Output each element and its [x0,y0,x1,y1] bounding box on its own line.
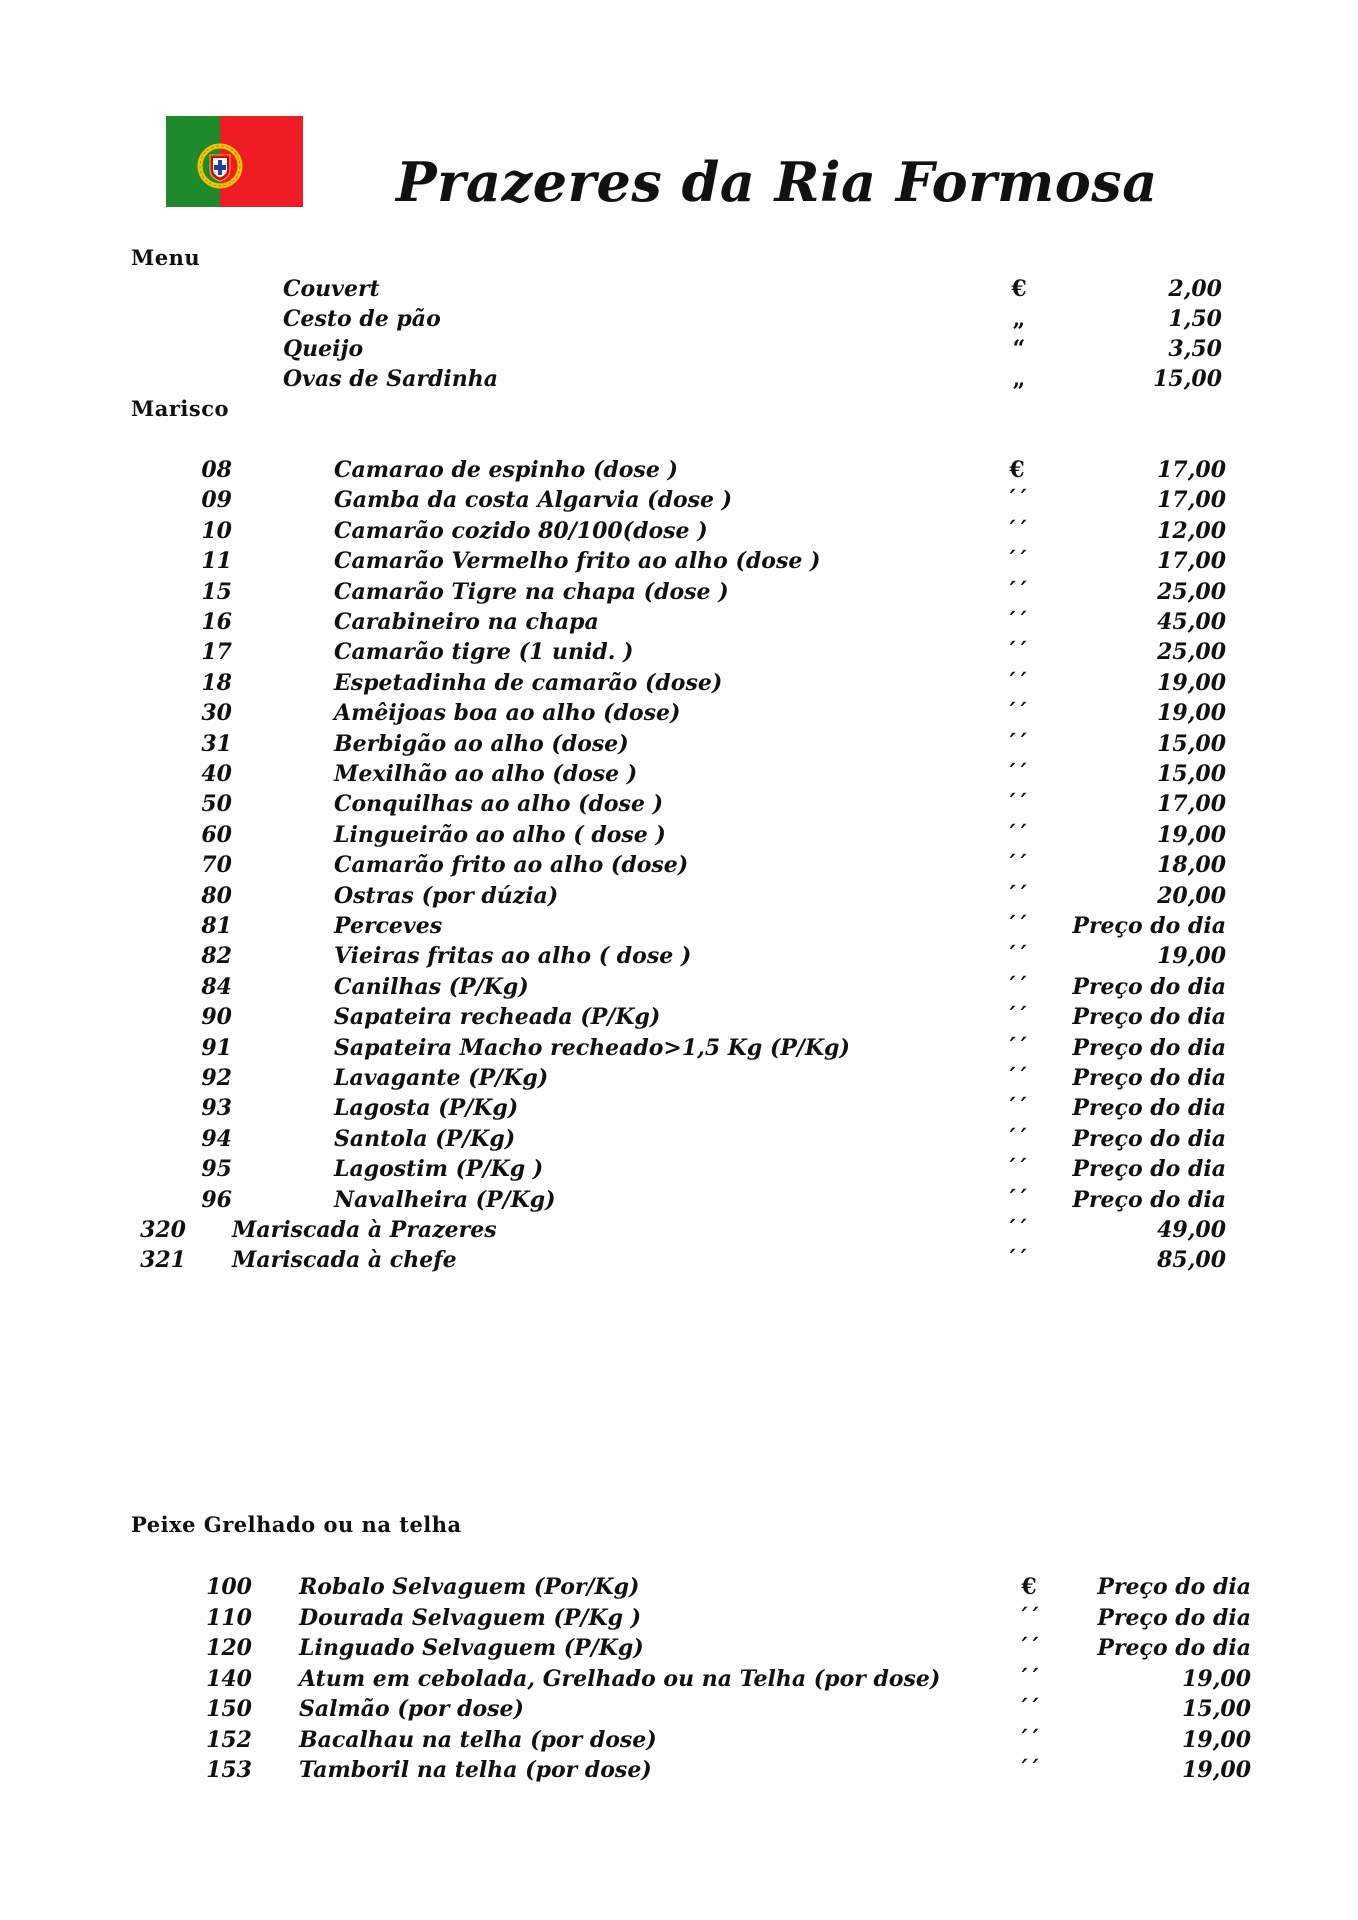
currency-mark: ´´ [1006,548,1028,575]
item-price: 12,00 [1157,517,1226,544]
item-price: Preço do dia [1072,973,1226,1000]
currency-mark: ´´ [1006,882,1028,909]
item-price: 19,00 [1157,821,1226,848]
peixe-item [0,1605,1358,1635]
item-code: 10 [201,517,232,544]
item-name: Camarão Vermelho frito ao alho (dose ) [334,548,821,575]
item-price: Preço do dia [1072,1156,1226,1183]
peixe-item [0,1635,1358,1665]
currency-mark: ´´ [1018,1726,1040,1753]
currency-mark: “ [1012,336,1026,362]
item-price: 45,00 [1157,609,1226,635]
item-name: Camarao de espinho (dose ) [334,457,678,483]
section-heading-marisco: Marisco [131,396,230,421]
marisco-item [0,1035,1358,1065]
marisco-item [0,700,1358,730]
item-code: 81 [201,913,232,939]
item-price: Preço do dia [1072,1186,1226,1213]
item-price: 19,00 [1157,943,1226,970]
item-name: Cesto de pão [283,306,441,332]
item-price: Preço do dia [1072,1004,1226,1031]
peixe-item [0,1727,1358,1757]
item-price: Preço do dia [1072,1095,1226,1122]
currency-mark: ´´ [1006,913,1028,939]
item-name: Canilhas (P/Kg) [334,973,529,1000]
item-name: Sapateira Macho recheado>1,5 Kg (P/Kg) [334,1034,850,1061]
portugal-flag-image [166,116,303,207]
menu-item [0,366,1358,396]
item-code: 30 [201,700,232,727]
page-title: Prazeres da Ria Formosa [396,150,1158,214]
currency-mark: ´´ [1006,1247,1028,1274]
marisco-item [0,639,1358,669]
item-code: 11 [201,548,232,575]
item-price: 17,00 [1157,791,1226,818]
item-code: 120 [206,1635,252,1661]
item-code: 152 [206,1726,252,1753]
item-code: 31 [201,730,232,757]
currency-mark: ´´ [1006,1125,1028,1152]
item-name: Lagostim (P/Kg ) [334,1156,544,1183]
item-name: Lagosta (P/Kg) [334,1095,519,1122]
item-price: Preço do dia [1097,1574,1251,1600]
item-price: Preço do dia [1097,1635,1251,1661]
item-name: Camarão frito ao alho (dose) [334,852,689,879]
marisco-item [0,1004,1358,1034]
peixe-item [0,1696,1358,1726]
menu-item [0,306,1358,336]
item-name: Ovas de Sardinha [283,366,499,392]
currency-mark: ´´ [1006,1156,1028,1183]
item-price: Preço do dia [1072,913,1226,939]
currency-mark: „ [1012,366,1026,392]
peixe-item [0,1574,1358,1604]
item-name: Lingueirão ao alho ( dose ) [334,821,666,848]
item-code: 80 [201,882,232,909]
marisco-item [0,579,1358,609]
item-name: Navalheira (P/Kg) [334,1186,556,1213]
item-price: 17,00 [1157,487,1226,514]
item-name: Couvert [283,276,380,302]
item-price: 17,00 [1157,457,1226,483]
currency-mark: ´´ [1006,1065,1028,1091]
item-code: 60 [201,821,232,848]
marisco-item [0,883,1358,913]
currency-mark: ´´ [1006,609,1028,635]
item-name: Conquilhas ao alho (dose ) [334,791,664,818]
currency-mark: ´´ [1006,1186,1028,1213]
marisco-item [0,913,1358,943]
marisco-item [0,548,1358,578]
item-code: 321 [140,1247,186,1274]
item-name: Lavagante (P/Kg) [334,1065,549,1091]
item-price: 18,00 [1157,852,1226,879]
currency-mark: ´´ [1006,517,1028,544]
item-name: Mexilhão ao alho (dose ) [334,761,638,787]
item-code: 140 [206,1665,252,1692]
item-code: 92 [201,1065,232,1091]
item-price: 19,00 [1157,700,1226,727]
marisco-item [0,609,1358,639]
item-price: 1,50 [1168,306,1222,332]
item-code: 70 [201,852,232,879]
currency-mark: € [1021,1574,1037,1600]
item-name: Camarão tigre (1 unid. ) [334,639,634,666]
currency-mark: ´´ [1018,1635,1040,1661]
marisco-item [0,1095,1358,1125]
item-price: 25,00 [1157,639,1226,666]
item-price: 15,00 [1153,366,1222,392]
section-heading-peixe: Peixe Grelhado ou na telha [131,1512,462,1537]
item-code: 90 [201,1004,232,1031]
item-name: Robalo Selvaguem (Por/Kg) [299,1574,640,1600]
currency-mark: ´´ [1006,973,1028,1000]
menu-item [0,336,1358,366]
item-code: 320 [140,1217,186,1243]
currency-mark: ´´ [1006,669,1028,696]
item-name: Ostras (por dúzia) [334,882,559,909]
item-code: 08 [201,457,232,483]
currency-mark: ´´ [1006,821,1028,848]
item-name: Camarão cozido 80/100(dose ) [334,517,708,544]
item-name: Camarão Tigre na chapa (dose ) [334,578,729,605]
marisco-item [0,731,1358,761]
currency-mark: ´´ [1018,1665,1040,1692]
item-code: 100 [206,1574,252,1600]
item-code: 09 [201,487,232,514]
section-heading-menu: Menu [131,245,201,270]
item-name: Gamba da costa Algarvia (dose ) [334,487,733,514]
item-price: 15,00 [1182,1696,1251,1722]
item-price: 25,00 [1157,578,1226,605]
item-code: 110 [206,1604,252,1631]
currency-mark: ´´ [1006,852,1028,879]
currency-mark: € [1009,457,1025,483]
item-price: 3,50 [1168,336,1222,362]
currency-mark: € [1011,276,1027,302]
item-name: Dourada Selvaguem (P/Kg ) [299,1604,642,1631]
currency-mark: ´´ [1006,1034,1028,1061]
item-code: 40 [201,761,232,787]
coat-of-arms-icon [196,142,244,190]
currency-mark: ´´ [1006,730,1028,757]
marisco-item [0,761,1358,791]
item-name: Mariscada à chefe [232,1247,457,1274]
item-code: 82 [201,943,232,970]
peixe-item [0,1757,1358,1787]
item-code: 50 [201,791,232,818]
item-price: 85,00 [1157,1247,1226,1274]
item-price: Preço do dia [1097,1604,1251,1631]
currency-mark: ´´ [1006,578,1028,605]
marisco-item [0,670,1358,700]
item-price: 17,00 [1157,548,1226,575]
item-name: Tamboril na telha (por dose) [299,1757,652,1783]
currency-mark: ´´ [1018,1696,1040,1722]
item-price: 49,00 [1157,1217,1226,1243]
item-code: 91 [201,1034,232,1061]
item-code: 94 [201,1125,232,1152]
item-price: 15,00 [1157,730,1226,757]
item-name: Linguado Selvaguem (P/Kg) [299,1635,644,1661]
item-code: 153 [206,1757,252,1783]
item-price: 19,00 [1182,1757,1251,1783]
item-name: Berbigão ao alho (dose) [334,730,629,757]
currency-mark: ´´ [1006,761,1028,787]
marisco-item [0,1247,1358,1277]
item-name: Carabineiro na chapa [334,609,599,635]
item-name: Bacalhau na telha (por dose) [299,1726,657,1753]
item-price: 2,00 [1168,276,1222,302]
currency-mark: ´´ [1006,1217,1028,1243]
currency-mark: ´´ [1018,1604,1040,1631]
marisco-item [0,822,1358,852]
currency-mark: „ [1012,306,1026,332]
item-code: 93 [201,1095,232,1122]
currency-mark: ´´ [1006,1095,1028,1122]
marisco-item [0,518,1358,548]
item-code: 84 [201,973,232,1000]
item-name: Amêijoas boa ao alho (dose) [334,700,681,727]
currency-mark: ´´ [1006,1004,1028,1031]
item-code: 18 [201,669,232,696]
currency-mark: ´´ [1006,700,1028,727]
marisco-item [0,1187,1358,1217]
item-price: 19,00 [1157,669,1226,696]
marisco-item [0,487,1358,517]
item-name: Santola (P/Kg) [334,1125,516,1152]
item-code: 150 [206,1696,252,1722]
marisco-item [0,1126,1358,1156]
marisco-item [0,974,1358,1004]
item-name: Atum em cebolada, Grelhado ou na Telha (por dose) [299,1665,941,1692]
currency-mark: ´´ [1006,943,1028,970]
currency-mark: ´´ [1006,791,1028,818]
item-name: Queijo [283,336,364,362]
item-price: 19,00 [1182,1726,1251,1753]
item-name: Sapateira recheada (P/Kg) [334,1004,661,1031]
currency-mark: ´´ [1006,487,1028,514]
item-price: Preço do dia [1072,1065,1226,1091]
item-price: Preço do dia [1072,1125,1226,1152]
item-code: 96 [201,1186,232,1213]
item-code: 95 [201,1156,232,1183]
marisco-item [0,1217,1358,1247]
marisco-item [0,852,1358,882]
currency-mark: ´´ [1006,639,1028,666]
marisco-item [0,1065,1358,1095]
currency-mark: ´´ [1018,1757,1040,1783]
item-price: 15,00 [1157,761,1226,787]
item-price: 20,00 [1157,882,1226,909]
item-name: Vieiras fritas ao alho ( dose ) [334,943,692,970]
item-name: Perceves [334,913,443,939]
item-name: Mariscada à Prazeres [232,1217,497,1243]
peixe-item [0,1666,1358,1696]
marisco-item [0,943,1358,973]
menu-item [0,276,1358,306]
item-code: 17 [201,639,232,666]
item-price: 19,00 [1182,1665,1251,1692]
item-name: Espetadinha de camarão (dose) [334,669,723,696]
item-name: Salmão (por dose) [299,1696,524,1722]
item-price: Preço do dia [1072,1034,1226,1061]
marisco-item [0,457,1358,487]
item-code: 16 [201,609,232,635]
marisco-item [0,1156,1358,1186]
marisco-item [0,791,1358,821]
item-code: 15 [201,578,232,605]
